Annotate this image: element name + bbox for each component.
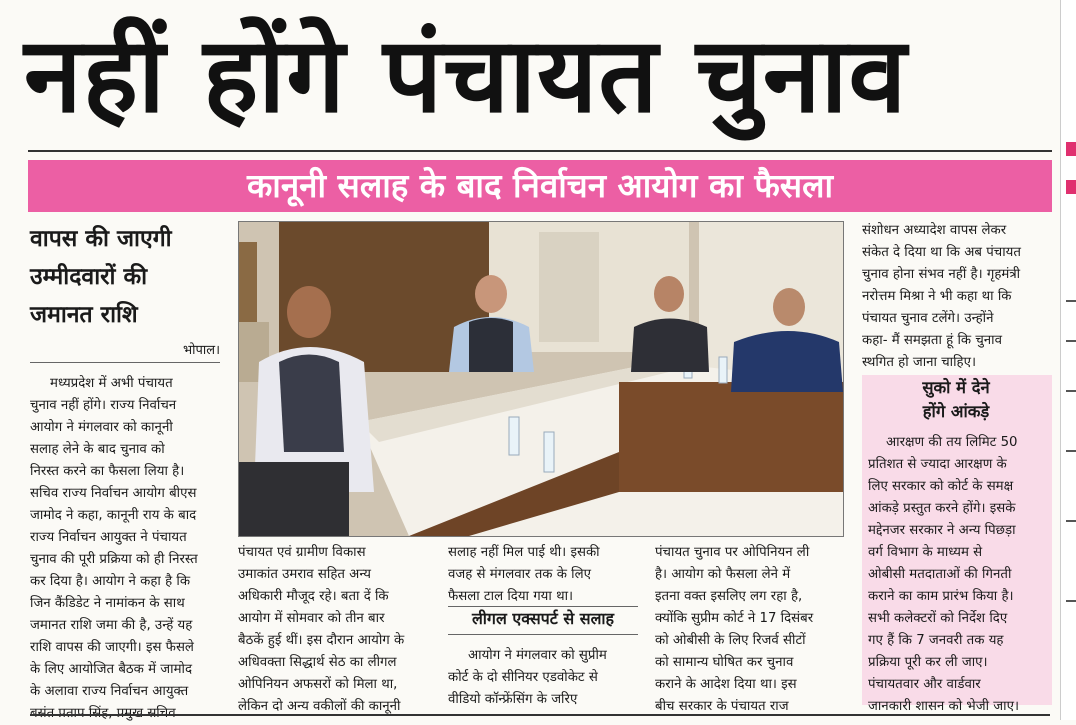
page-bottom-rule bbox=[30, 714, 1050, 716]
column-2 bbox=[238, 542, 428, 718]
column-5 bbox=[862, 220, 1052, 374]
text-line: जानकारी शासन को भेजी जाए। bbox=[868, 699, 1020, 714]
text-line: क्योंकि सुप्रीम कोर्ट ने 17 दिसंबर bbox=[655, 611, 814, 626]
headline-rule bbox=[28, 150, 1052, 152]
crosshead-rule-bottom bbox=[448, 634, 638, 635]
dateline: भोपाल। bbox=[183, 343, 220, 358]
text-line: सभी कलेक्टरों को निर्देश दिए bbox=[868, 611, 1008, 626]
text-line: संशोधन अध्यादेश वापस लेकर bbox=[862, 223, 1007, 238]
text-line: बीच सरकार के पंचायत राज bbox=[655, 699, 789, 714]
text-line: है। आयोग को फैसला लेने में bbox=[655, 567, 791, 582]
adjacent-page-text bbox=[1066, 340, 1076, 342]
subhead-line: उम्मीदवारों की bbox=[30, 264, 148, 290]
text-line: आयोग ने मंगलवार को कानूनी bbox=[30, 420, 173, 435]
text-line: लेकिन दो अन्य वकीलों की कानूनी bbox=[238, 699, 401, 714]
text-line: पंचायत चुनाव पर ओपिनियन ली bbox=[655, 545, 810, 560]
text-line: लिए सरकार को कोर्ट के समक्ष bbox=[868, 479, 1014, 494]
headline: नहीं होंगे पंचायत चुनाव bbox=[24, 14, 908, 136]
deck-banner: कानूनी सलाह के बाद निर्वाचन आयोग का फैसला bbox=[28, 160, 1052, 212]
adjacent-page-text bbox=[1066, 600, 1076, 602]
text-line: कराने के आदेश दिया था। इस bbox=[655, 677, 797, 692]
text-line: अधिवक्ता सिद्धार्थ सेठ का लीगल bbox=[238, 655, 397, 670]
sidebar-box-body bbox=[868, 432, 1046, 718]
adjacent-page-text bbox=[1066, 390, 1076, 392]
column-4 bbox=[655, 542, 843, 718]
column-1 bbox=[30, 373, 220, 725]
text-line: पंचायत एवं ग्रामीण विकास bbox=[238, 545, 366, 560]
text-line: कहा- मैं समझता हूं कि चुनाव bbox=[862, 333, 1002, 348]
adjacent-page-mark bbox=[1066, 180, 1076, 194]
meeting-photo-illustration bbox=[239, 222, 843, 536]
text-line: को ओबीसी के लिए रिजर्व सीटों bbox=[655, 633, 806, 648]
text-line: नरोत्तम मिश्रा ने भी कहा था कि bbox=[862, 289, 1012, 304]
text-line: स्थगित हो जाना चाहिए। bbox=[862, 355, 977, 370]
sidebar-box-heading bbox=[870, 376, 1042, 424]
text-line: कर दिया है। आयोग ने कहा है कि bbox=[30, 574, 191, 589]
text-line: जमानत राशि जमा की है, उन्हें यह bbox=[30, 618, 193, 633]
text-line: कोर्ट के दो सीनियर एडवोकेट से bbox=[448, 670, 598, 685]
box-heading-line: होंगे आंकड़े bbox=[922, 402, 990, 421]
text-line: आंकड़े प्रस्तुत करने होंगे। इसके bbox=[868, 501, 1016, 516]
text-line: को सामान्य घोषित कर चुनाव bbox=[655, 655, 794, 670]
text-line: ओपिनियन अफसरों को मिला था, bbox=[238, 677, 398, 692]
text-line: फैसला टाल दिया गया था। bbox=[448, 589, 574, 604]
text-line: ओबीसी मतदाताओं की गिनती bbox=[868, 567, 1012, 582]
text-line: इतना वक्त इसलिए लग रहा है, bbox=[655, 589, 803, 604]
text-line: वजह से मंगलवार तक के लिए bbox=[448, 567, 591, 582]
subhead-divider bbox=[30, 362, 220, 363]
text-line: निरस्त करने का फैसला लिया है। bbox=[30, 464, 185, 479]
text-line: आरक्षण की तय लिमिट 50 bbox=[886, 435, 1018, 450]
adjacent-page-text bbox=[1066, 450, 1076, 452]
adjacent-page-edge bbox=[1060, 0, 1076, 720]
text-line: जिन कैंडिडेट ने नामांकन के साथ bbox=[30, 596, 185, 611]
adjacent-page-text bbox=[1066, 300, 1076, 302]
text-line: पंचायत चुनाव टलेंगे। उन्होंने bbox=[862, 311, 994, 326]
column-3-top bbox=[448, 542, 638, 608]
text-line: गए हैं कि 7 जनवरी तक यह bbox=[868, 633, 1004, 648]
text-line: आयोग में सोमवार को तीन बार bbox=[238, 611, 385, 626]
text-line: चुनाव होना संभव नहीं है। गृहमंत्री bbox=[862, 267, 1021, 282]
legal-crosshead: लीगल एक्सपर्ट से सलाह bbox=[471, 609, 615, 628]
meeting-photo bbox=[238, 221, 844, 537]
text-line: बैठकें हुई थीं। इस दौरान आयोग के bbox=[238, 633, 405, 648]
text-line: कराने का काम प्रारंभ किया है। bbox=[868, 589, 1014, 604]
text-line: प्रक्रिया पूरी कर ली जाए। bbox=[868, 655, 988, 670]
text-line: मध्यप्रदेश में अभी पंचायत bbox=[50, 376, 173, 391]
text-line: के लिए आयोजित बैठक में जामोद bbox=[30, 662, 193, 677]
text-line: संकेत दे दिया था कि अब पंचायत bbox=[862, 245, 1021, 260]
text-line: अधिकारी मौजूद रहे। बता दें कि bbox=[238, 589, 389, 604]
text-line: के अलावा राज्य निर्वाचन आयुक्त bbox=[30, 684, 189, 699]
text-line: आयोग ने मंगलवार को सुप्रीम bbox=[468, 648, 607, 663]
subhead-line: जमानत राशि bbox=[30, 302, 138, 328]
box-heading-line: सुको में देने bbox=[922, 378, 990, 397]
text-line: पंचायतवार और वार्डवार bbox=[868, 677, 981, 692]
text-line: सलाह नहीं मिल पाई थी। इसकी bbox=[448, 545, 600, 560]
subhead-line: वापस की जाएगी bbox=[30, 226, 172, 252]
text-line: चुनाव नहीं होंगे। राज्य निर्वाचन bbox=[30, 398, 177, 413]
adjacent-page-text bbox=[1066, 520, 1076, 522]
adjacent-page-mark bbox=[1066, 142, 1076, 156]
text-line: चुनाव की पूरी प्रक्रिया को ही निरस्त bbox=[30, 552, 198, 567]
text-line: प्रतिशत से ज्यादा आरक्षण के bbox=[868, 457, 1007, 472]
text-line: सलाह लेने के बाद चुनाव को bbox=[30, 442, 165, 457]
text-line: उमाकांत उमराव सहित अन्य bbox=[238, 567, 371, 582]
column-3-bottom bbox=[448, 645, 638, 711]
text-line: राज्य निर्वाचन आयुक्त ने पंचायत bbox=[30, 530, 187, 545]
story-subhead bbox=[30, 220, 230, 334]
text-line: वीडियो कॉन्फ्रेंसिंग के जरिए bbox=[448, 692, 578, 707]
text-line: सचिव राज्य निर्वाचन आयोग बीएस bbox=[30, 486, 197, 501]
text-line: राशि वापस की जाएगी। इस फैसले bbox=[30, 640, 194, 655]
text-line: वर्ग विभाग के माध्यम से bbox=[868, 545, 983, 560]
text-line: जामोद ने कहा, कानूनी राय के बाद bbox=[30, 508, 197, 523]
text-line: मद्देनजर सरकार ने अन्य पिछड़ा bbox=[868, 523, 1016, 538]
